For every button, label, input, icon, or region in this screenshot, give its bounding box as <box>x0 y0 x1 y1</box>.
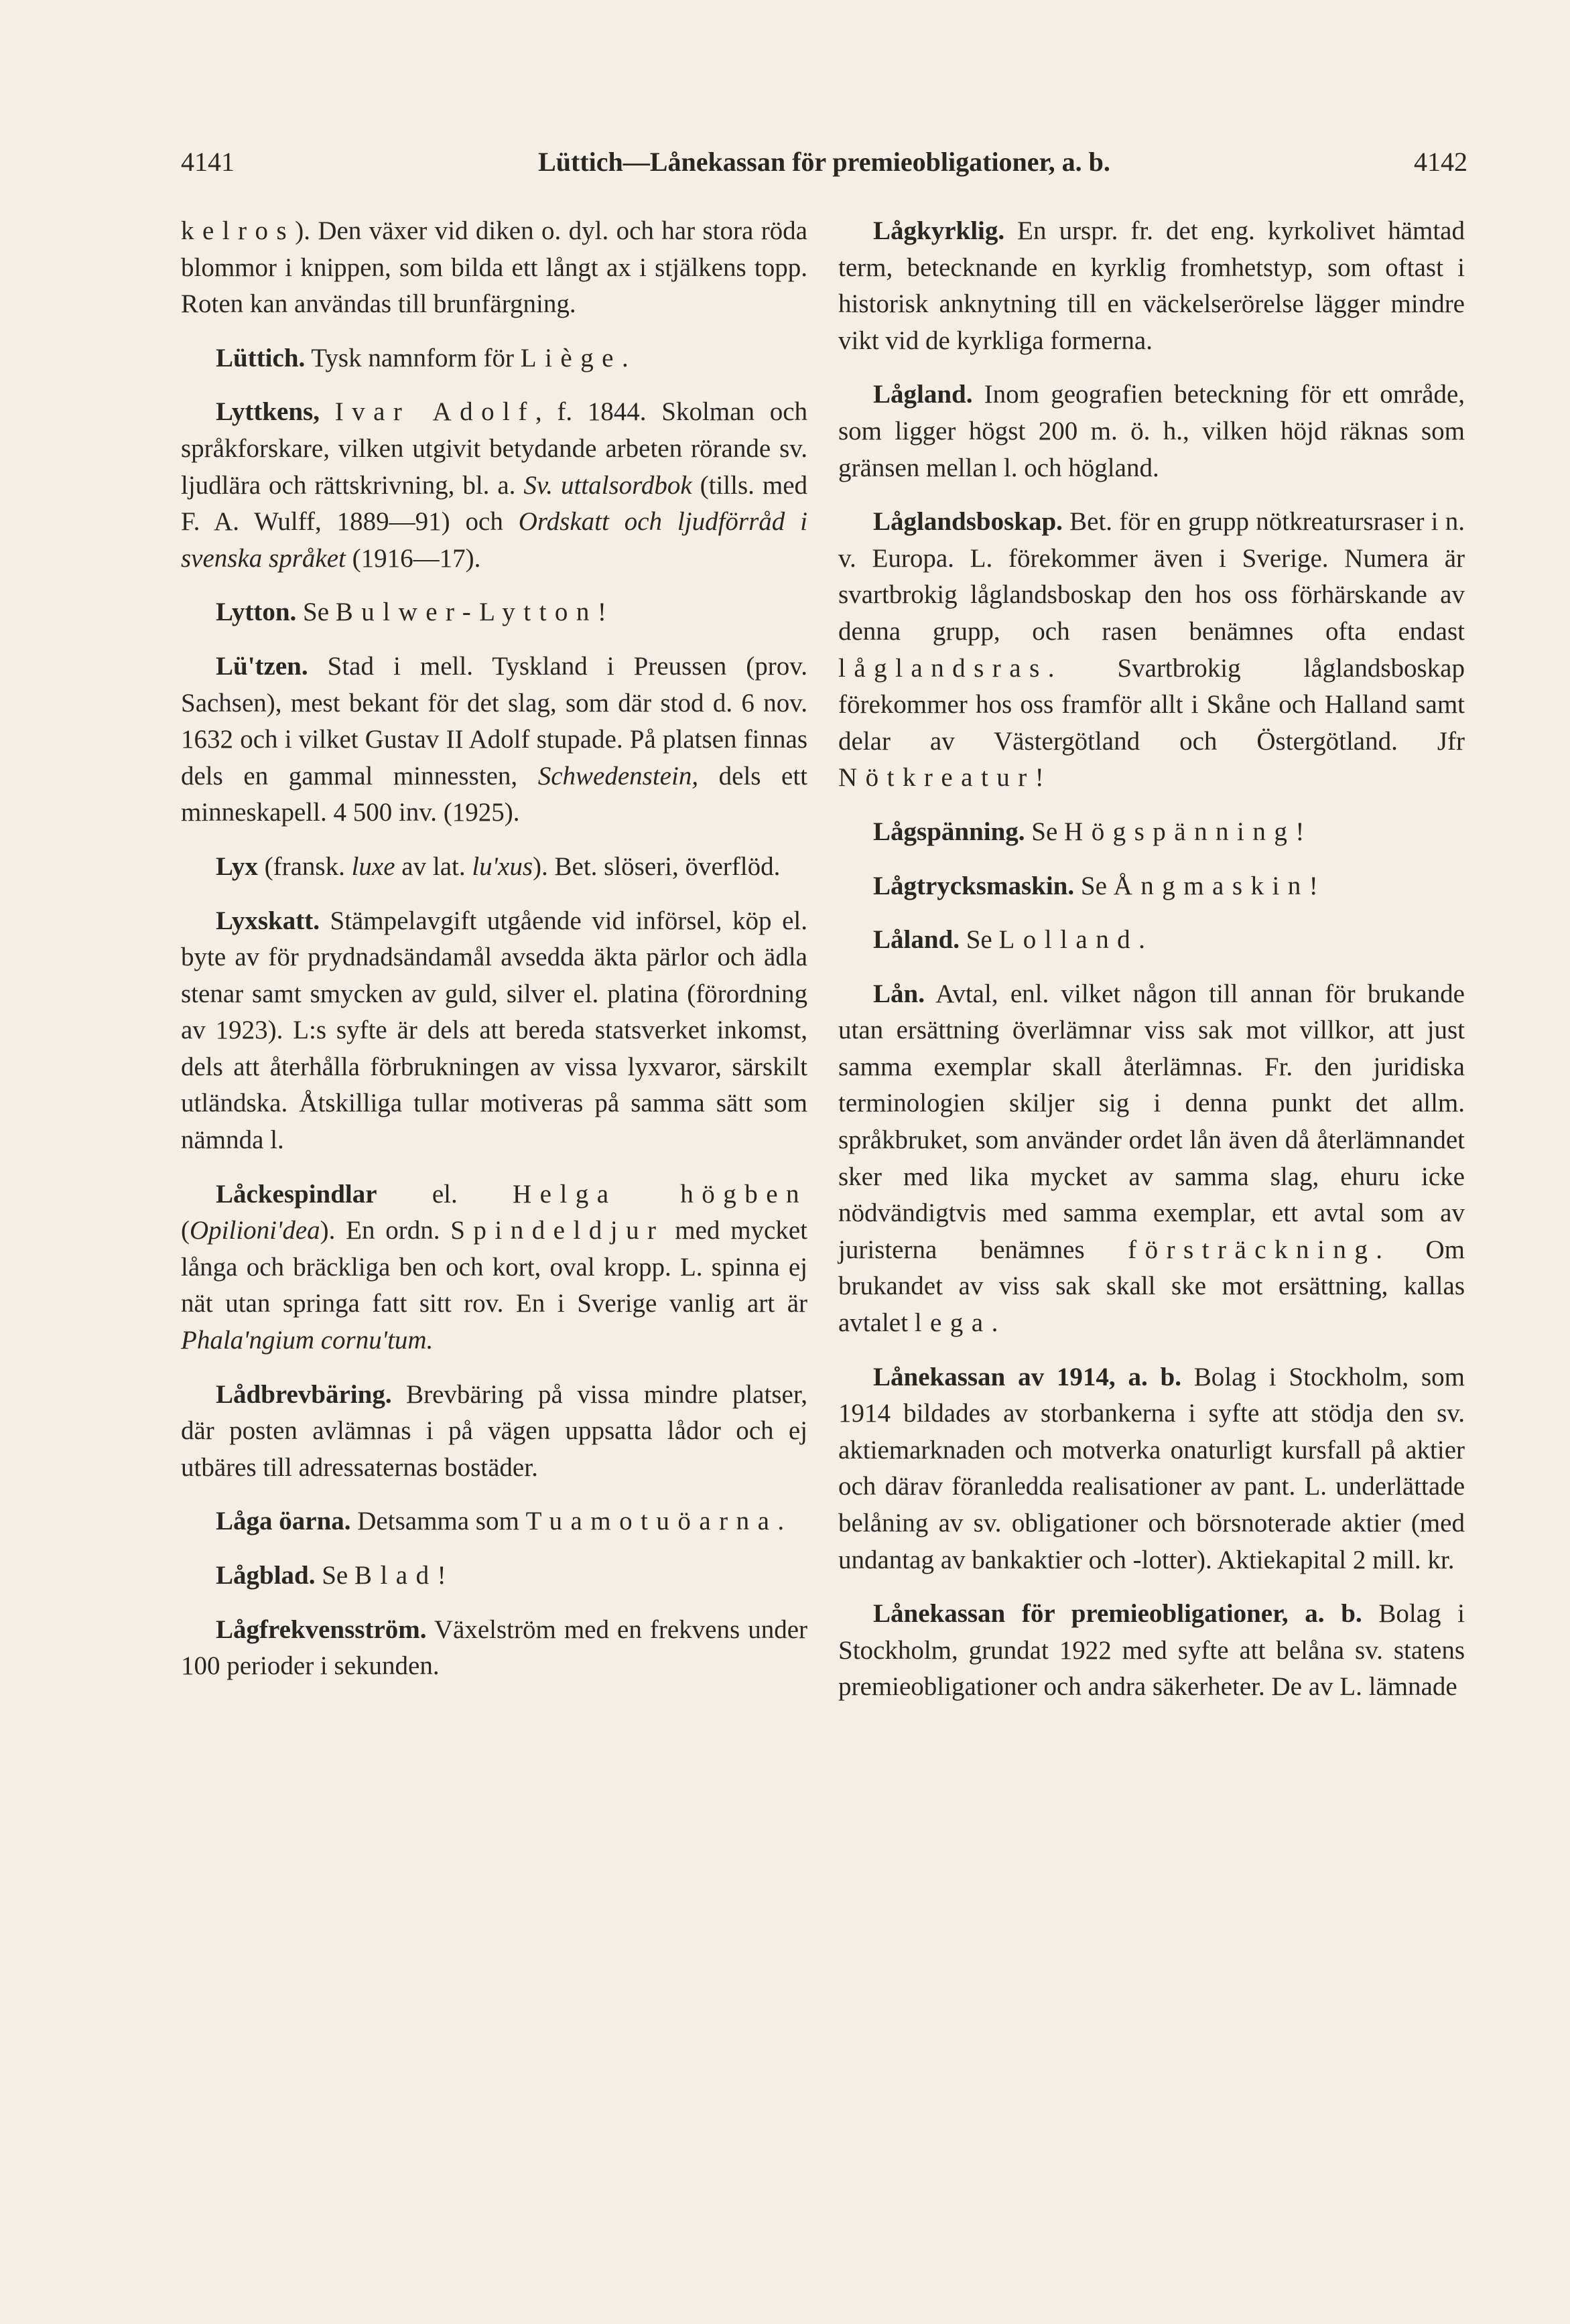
entry-text: (tills. med F. A. Wulff, 1889—91) och <box>181 470 807 537</box>
dictionary-entry <box>181 1377 807 1487</box>
page-header <box>181 146 1467 186</box>
entry-text: ! <box>1295 817 1305 846</box>
entry-headword: Lyttkens, <box>216 397 320 427</box>
italic-term: luxe <box>351 851 395 881</box>
entry-text: . Svartbrokig låglandsboskap förekommer hos oss framför allt i Skåne och Halland samt delar av Västergötland och Östergötland. Jfr <box>838 653 1465 756</box>
entry-headword: Lyx <box>216 851 258 881</box>
entry-text: Stämpelavgift utgående vid införsel, köp el. byte av för prydnadsändamål avsedda äkta pärlor och ädla stenar samt smycken av guld, silver el. platina (förordning av 1923). L:s syfte är dels att bereda statsverket inkomst, dels att återhålla förbrukningen av vissa lyxvaror, särskilt utländska. Åtskilliga tullar motiveras på samma sätt som nämnda l. <box>181 906 807 1155</box>
entry-text: av lat. <box>395 851 472 881</box>
entry-text: dels ett minneskapell. 4 500 inv. (1925). <box>181 761 807 827</box>
entry-headword: Låckespindlar <box>216 1179 377 1209</box>
entry-text: Växelström med en frekvens under 100 perioder i sekunden. <box>181 1615 807 1681</box>
entry-headword: Lågland. <box>873 380 973 409</box>
entry-headword: Lü'tzen. <box>216 651 308 681</box>
entry-text: Se <box>296 598 336 627</box>
dictionary-entry <box>838 814 1465 851</box>
dictionary-entry <box>181 213 807 323</box>
entry-headword: Låland. <box>873 925 960 955</box>
entry-text: Se <box>959 925 999 955</box>
entry-text: Stad i mell. Tyskland i Preussen (prov. Sachsen), mest bekant för det slag, som där stod d. 6 nov. 1632 och i vilket Gustav II Adolf stupade. På platsen finnas dels en gammal minnessten, <box>181 651 807 791</box>
dictionary-entry <box>181 1612 807 1685</box>
entry-text: (fransk. <box>257 851 352 881</box>
spaced-term: Bulwer-Lytton <box>335 598 598 627</box>
page-number-left: 4141 <box>181 147 235 177</box>
entry-text: Brevbäring på vissa mindre platser, där posten avlämnas i på vägen uppsatta lådor och ej utbäres till adressaternas bostäder. <box>181 1379 807 1482</box>
dictionary-entry <box>838 377 1465 486</box>
dictionary-entry <box>181 648 807 831</box>
italic-term: lu'xus <box>472 851 533 881</box>
page-number-right: 4142 <box>1414 147 1467 177</box>
entry-text: . <box>991 1308 998 1338</box>
spaced-term: Blad <box>354 1561 438 1590</box>
spaced-term: Liège <box>520 343 622 372</box>
dictionary-entry <box>838 504 1465 797</box>
entry-headword: Lågtrycksmaskin. <box>873 871 1075 900</box>
italic-term: Sv. uttalsordbok <box>523 470 692 500</box>
spaced-term: Helga högben <box>513 1179 807 1209</box>
dictionary-entry <box>838 976 1465 1342</box>
spaced-term: Tuamotuöarna <box>525 1507 778 1536</box>
spaced-term: kelros <box>181 216 296 245</box>
dictionary-entry <box>838 868 1465 905</box>
entry-text: ( <box>181 1216 190 1245</box>
entry-text: Avtal, enl. vilket någon till annan för brukande utan ersättning överlämnar viss sak mot villkor, att just samma exemplar skall återlämnas. Fr. den juridiska terminologien skiljer sig i denna punkt det allm. språkbruket, som använder ordet lån även då återlämnandet sker med lika mycket av samma slag, ehuru icke nödvändigtvis med samma exemplar, ett avtal som av juristerna benämnes <box>838 979 1465 1264</box>
entry-text: . <box>777 1507 785 1536</box>
entry-text: ). Bet. slöseri, överflöd. <box>533 851 781 881</box>
dictionary-entry <box>838 922 1465 959</box>
entry-text: ! <box>1035 763 1044 793</box>
spaced-term: försträckning <box>1128 1235 1376 1264</box>
italic-term: Opilioni'dea <box>190 1216 320 1245</box>
entry-text: ! <box>597 598 606 627</box>
entry-text: . <box>1138 925 1145 955</box>
italic-term: Phala'ngium cornu'tum. <box>181 1326 434 1355</box>
entry-text: Bolag i Stockholm, grundat 1922 med syfte att belåna sv. statens premieobligationer och andra säkerheter. De av L. lämnade <box>838 1599 1465 1702</box>
spaced-term: Högspänning <box>1064 817 1296 846</box>
dictionary-entry <box>181 1558 807 1594</box>
entry-text: Bet. för en grupp nötkreatursraser i n. v. Europa. L. förekommer även i Sverige. Numera är svartbrokig låglandsboskap den hos oss förhärskande av denna grupp, och rasen benämnes ofta endast <box>838 507 1465 646</box>
entry-text: ! <box>437 1561 446 1590</box>
entry-headword: Låglandsboskap. <box>873 507 1063 537</box>
entry-text <box>320 397 335 426</box>
entry-headword: Lågfrekvensström. <box>216 1615 427 1644</box>
spaced-term: låglandsras <box>838 653 1048 683</box>
italic-term: Ordskatt och ljudförråd i svenska språket <box>181 507 807 573</box>
right-column <box>838 213 1465 1723</box>
entry-headword: Lågspänning. <box>873 817 1025 846</box>
entry-text: med mycket långa och bräckliga ben och kort, oval kropp. L. spinna ej nät utan springa fatt sitt rov. En i Sverige vanlig art är <box>181 1216 807 1318</box>
entry-text: Inom geografien beteckning för ett område, som ligger högst 200 m. ö. h., vilken höjd räknas som gränsen mellan l. och högland. <box>838 380 1465 482</box>
spaced-term: Ångmaskin <box>1113 871 1309 900</box>
spaced-term: Nötkreatur <box>838 763 1035 793</box>
entry-text: . Om brukandet av viss sak skall ske mot ersättning, kallas avtalet <box>838 1235 1465 1338</box>
entry-headword: Lytton. <box>216 598 297 627</box>
dictionary-entry <box>181 594 807 631</box>
entry-text: Se <box>1074 871 1114 900</box>
dictionary-entry <box>181 1503 807 1540</box>
spaced-term: lega <box>914 1308 992 1338</box>
entry-text: Detsamma som <box>350 1507 526 1536</box>
dictionary-entry <box>181 340 807 377</box>
entry-text: Bolag i Stockholm, som 1914 bildades av storbankerna i syfte att stödja den sv. aktiemarknaden och motverka onaturligt kursfall på aktier och därav föranledda realisationer av pant. L. underlättade belåning av sv. obligationer och börsnoterade aktier (med undantag av bankaktier och -lotter). Aktiekapital 2 mill. kr. <box>838 1362 1465 1574</box>
dictionary-entry <box>838 1596 1465 1706</box>
entry-text: (1916—17). <box>345 543 481 573</box>
entry-text: , f. 1844. Skolman och språkforskare, vilken utgivit betydande arbeten rörande sv. ljudlära och rättskrivning, bl. a. <box>181 397 807 500</box>
dictionary-entry <box>181 903 807 1159</box>
entry-text: Se <box>1025 817 1065 846</box>
entry-headword: Låga öarna. <box>216 1507 351 1536</box>
entry-headword: Lågkyrklig. <box>873 216 1005 245</box>
dictionary-entry <box>181 1176 807 1359</box>
spaced-term: Spindeldjur <box>450 1216 665 1245</box>
entry-text: el. <box>377 1179 513 1209</box>
spaced-term: Ivar Adolf <box>334 397 535 427</box>
entry-headword: Lånekassan för premieobligationer, a. b. <box>873 1599 1362 1629</box>
entry-text: ). Den växer vid diken o. dyl. och har stora röda blommor i knippen, som bilda ett långt ax i stjälkens topp. Roten kan användas till brunfärgning. <box>181 216 807 319</box>
entry-headword: Lådbrevbäring. <box>216 1379 392 1409</box>
dictionary-entry <box>838 1359 1465 1579</box>
left-column <box>181 213 807 1702</box>
entry-text: ). En ordn. <box>320 1216 451 1245</box>
entry-text: ! <box>1309 871 1318 900</box>
entry-headword: Lånekassan av 1914, a. b. <box>873 1362 1181 1391</box>
entry-text: En urspr. fr. det eng. kyrkolivet hämtad term, betecknande en kyrklig fromhetstyp, som oftast i historisk anknytning till en väckelserörelse lägger mindre vikt vid de kyrkliga formerna. <box>838 216 1465 355</box>
entry-headword: Lågblad. <box>216 1561 316 1590</box>
entry-text: Se <box>315 1561 354 1590</box>
entry-text: Tysk namnform för <box>305 343 521 372</box>
entry-headword: Lyxskatt. <box>216 906 320 935</box>
spaced-term: Lolland <box>998 925 1139 955</box>
italic-term: Schwedenstein, <box>537 761 699 791</box>
entry-text: . <box>621 343 629 372</box>
entry-headword: Lån. <box>873 979 925 1008</box>
dictionary-entry <box>181 394 807 577</box>
dictionary-entry <box>181 849 807 886</box>
running-title: Lüttich—Lånekassan för premieobligationer, a. b. <box>538 147 1110 177</box>
entry-headword: Lüttich. <box>216 343 306 372</box>
dictionary-entry <box>838 213 1465 359</box>
